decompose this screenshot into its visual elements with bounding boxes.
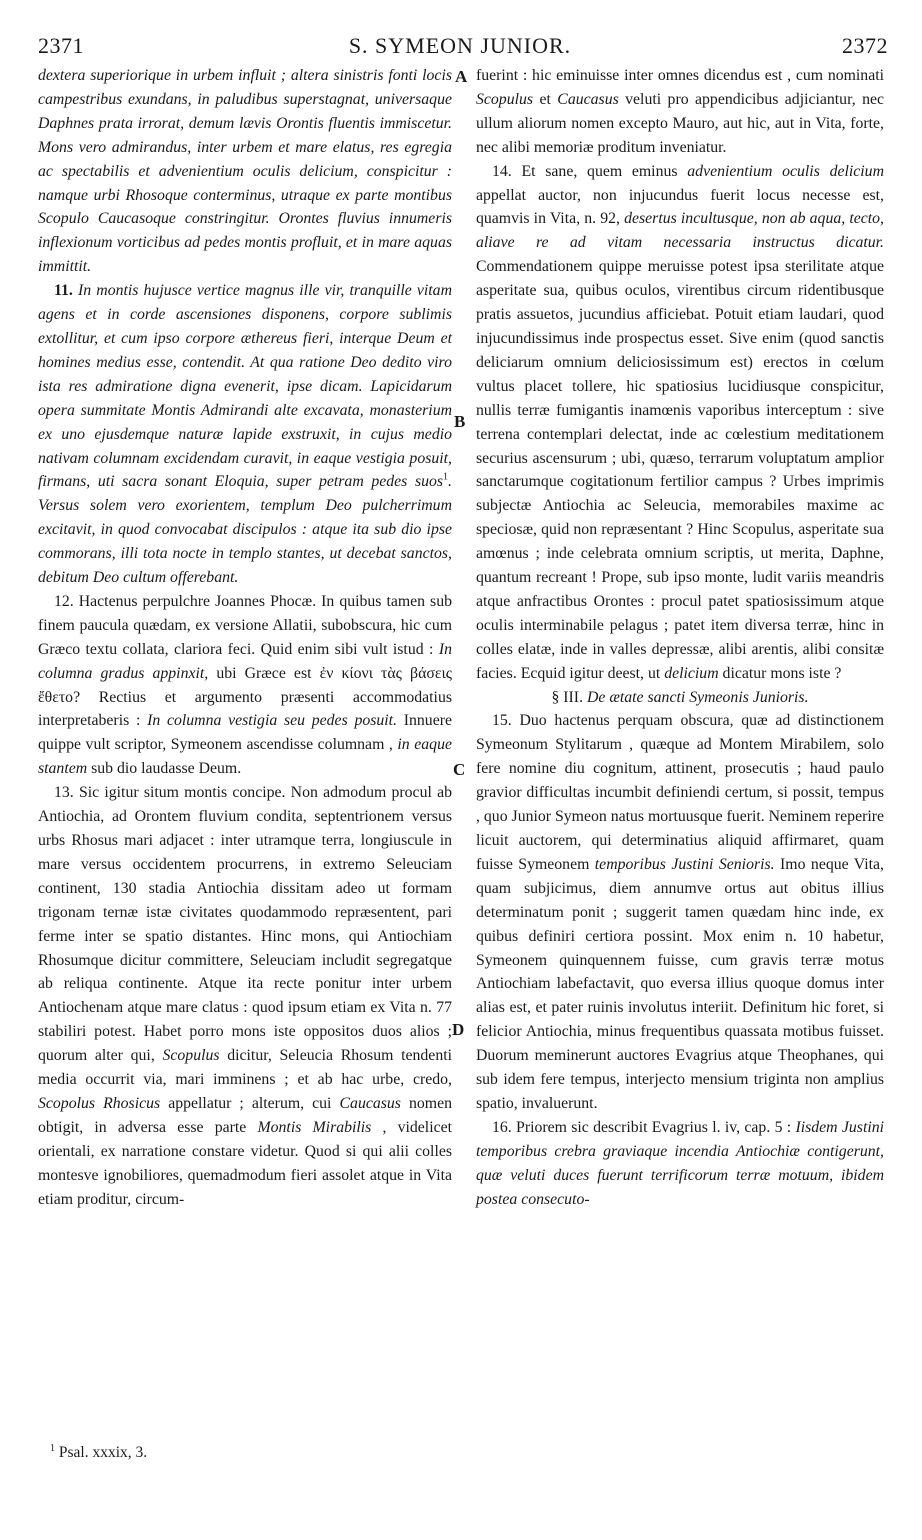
paragraph-text: nomen obtigit, in adversa esse parte [38, 1094, 453, 1136]
paragraph-text: fuerint : hic eminuisse inter omnes dicendus est , cum nominati [476, 67, 884, 84]
paragraph-13 [38, 781, 452, 1211]
footnote [50, 1442, 147, 1464]
paragraph-text: appellat auctor, non injucundus fuerit locus necesse est, quamvis in Vita, n. 92, [476, 186, 884, 228]
paragraph-text: Caucasus [557, 90, 619, 108]
paragraph-16 [476, 1116, 884, 1212]
paragraph-text: dicatur mons iste ? [718, 664, 842, 682]
paragraph-text: ubi Græce est ἐν κίονι τὰς βάσεις ἔθετο? Rectius et argumento præsenti accommodatius interpretaberis : [38, 664, 452, 730]
paragraph-text: appellatur ; alterum, cui [160, 1094, 340, 1112]
paragraph-text: Scopulus [476, 90, 534, 108]
paragraph-11 [38, 279, 452, 590]
paragraph-continuation [476, 64, 884, 160]
section-title: De ætate sancti Symeonis Junioris. [586, 688, 809, 706]
paragraph-text: temporibus Justini Senioris. [594, 855, 775, 873]
left-column [38, 64, 452, 1212]
section-heading [476, 686, 884, 710]
margin-marker-a: A [455, 67, 468, 86]
paragraph-14 [476, 160, 884, 686]
paragraph-text: Caucasus [339, 1094, 401, 1112]
paragraph-text: desertus incultusque, non ab aqua, tecto, aliave re ad vitam necessaria instructus dicatur. [476, 210, 884, 252]
page-header [32, 32, 888, 60]
paragraph-text: delicium [664, 664, 719, 682]
paragraph-text: Scopulus [162, 1047, 220, 1065]
paragraph-text: Innuere quippe vult scriptor, Symeonem ascendisse columnam , [38, 712, 452, 754]
margin-marker-d: D [452, 1020, 465, 1039]
paragraph-text: , videlicet orientali, ex narratione constare videtur. Quod si qui alii colles montesve ignobiliores, quemadmodum fieri assolet atque in Vita etiam proditur, circum- [38, 1118, 452, 1208]
paragraph-text: veluti pro appendicibus adjiciantur, nec ullum aliorum nomen excepto Mauro, aut hic, aut in Vita, forte, nec alibi memoriæ proditum inveniatur. [476, 90, 884, 156]
paragraph-text: Iisdem Justini temporibus crebra graviaque incendia Antiochiæ contigerunt, quæ veluti duces fuerunt terrificorum terræ motuum, ibidem postea consecuto- [476, 1118, 885, 1208]
paragraph-text: In columna gradus appinxit, [38, 640, 452, 682]
paragraph-text: 15. Duo hactenus perquam obscura, quæ ad distinctionem Symeonum Stylitarum , quæque ad Montem Mirabilem, solo fere nomine diu cognitum, attinent, prosecutis ; haud paulo gravior difficultas incumbit definiendi certum, si possit, tempus , quo Junior Symeon natus mortuusque fuerit. Neminem reperire licuit auctorem, qui determinatius aliquid affirmaret, quam fuisse Symeonem [476, 712, 884, 873]
paragraph-number: 11. [54, 282, 73, 300]
paragraph-text: . Versus solem vero exorientem, templum Deo pulcherrimum excitavit, in quod convocabat discipulos : atque ita sub dio ipse commorans, illi tota nocte in templo stantes, ut decebat sanctos, debitum Deo cultum offerebant. [38, 473, 452, 587]
paragraph-text: et [533, 90, 558, 108]
paragraph-text: dicitur, Seleucia Rhosum tendenti media occurrit via, mari imminens ; et ab hac urbe, credo, [38, 1047, 452, 1089]
paragraph-text: Scopolus Rhosicus [38, 1094, 161, 1112]
paragraph-text: In montis hujusce vertice magnus ille vir, tranquille vitam agens et in corde ascensiones disponens, corpore sublimis extollitur, et cum ipso corpore æthereus fieri, interque Deum et homines medius esse, contendit. At qua ratione Deo dedito viro ista res admiratione digna evenerit, ipse dicam. Lapicidarum opera summitate Montis Admirandi alte excavata, monasterium ex uno ejusdemque naturæ lapide exstruxit, in cujus medio nativam columnam excidendam curavit, in eaque vestigia posuit, firmans, uti sacra sonant Eloquia, super petram pedes suos [38, 282, 452, 491]
footnote-ref: 1 [443, 472, 449, 484]
page-number-left: 2371 [38, 33, 84, 58]
paragraph-text: advenientium oculis delicium [687, 162, 884, 180]
paragraph-text: 12. Hactenus perpulchre Joannes Phocæ. In quibus tamen sub finem paucula quædam, ex versione Allatii, subobscura, hic cum Græco textu collata, clariora feci. Quid enim sibi vult istud : [38, 592, 452, 658]
footnote-text: Psal. xxxix, 3. [55, 1444, 148, 1461]
paragraph-text: Imo neque Vita, quam subjicimus, diem annumve ortus aut obitus illius determinatum ponit ; suggerit tamen quædam hinc inde, ex quibus definiri certiora possint. Mox enim n. 10 habetur, Symeonem quinquennem fuisse, cum gravis terræ motus Antiochiam labefactavit, quo eversa illius quoque domus inter alias est, et pater ruinis involutus interiit. Definitum hic foret, si felicior Antiochia, minus frequentibus quassata motibus fuisset. Duorum meminerunt auctores Evagrius atque Theophanes, qui sub idem fere tempus, interjecto mensium triginta non amplius spatio, invaluerunt. [476, 855, 884, 1112]
paragraph-text: In columna vestigia seu pedes posuit. [147, 712, 398, 730]
section-number: § III. [551, 688, 587, 706]
margin-marker-b: B [454, 412, 466, 431]
paragraph-text: 13. Sic igitur situm montis concipe. Non admodum procul ab Antiochia, ad Orontem fluvium condita, septentrionem versus urbs Rhosus mari adjacet : inter utramque terra, longiuscule in mare versus occidentem procurrens, in extremo Seleuciam continent, 130 stadia Antiochia dissitam adeo ut formam trigonam ternæ istæ civitates quodammodo repræsentent, pari ferme inter se spatio distantes. Hinc mons, qui Antiochiam Rhosumque dicitur committere, Seleuciam includit segregatque ab reliqua continente. Atque ita recte ponitur inter urbem Antiochenam atque mare clatus : quod ipsum etiam ex Vita n. 77 stabiliri potest. Habet porro mons iste oppositos duos alios ; quorum alter qui, [38, 784, 452, 1065]
paragraph-text: sub dio laudasse Deum. [87, 760, 242, 778]
paragraph-text: Montis Mirabilis [257, 1118, 372, 1136]
paragraph-text: 16. Priorem sic describit Evagrius l. iv, cap. 5 : [492, 1118, 796, 1136]
paragraph-15 [476, 709, 884, 1115]
right-column [476, 64, 884, 1212]
page-number-right: 2372 [842, 33, 888, 58]
paragraph-text: 14. Et sane, quem eminus [492, 162, 688, 180]
paragraph-text: Commendationem quippe meruisse potest ipsa sterilitate atque asperitate sua, quibus oculos, virentibus circum ridentibusque pratis assuetos, jucundius afficiebat. Potuit etiam laudari, quod injucundissimus inde prospectus esset. Sive enim (quod sanctis deliciarum omnium deliciosissimum est) erectos in cœlum vultus placet tollere, hic spatiosius lucidiusque conspicitur, nullis terræ fumigantis inamœnis vaporibus interceptum : sive terrena contemplari delectat, inde ac cœlestium meditationem securius ascensurum ; ubi, quæso, terrarum voluptatum amplior sanctarumque cogitationum fertilior campus ? Urbes imprimis subjectæ Antiochia ac Seleucia, memorabiles maxime ac speciosæ, quid non repræsentant ? Hinc Scopulus, asperitate sua amœnus ; inde celebrata omnium scriptis, ut merita, Daphne, quantum recreant ! Prope, sub ipso monte, ludit variis meandris atque anfractibus Orontes : procul patet spatiosissimum atque oculis interminabile pelagus ; patet item diversa terræ, hinc in colles elatæ, inde in valles depressæ, alibi arentis, alibi consitæ facies. Ecquid igitur deest, ut [476, 258, 884, 682]
footnote-number: 1 [50, 1442, 55, 1454]
running-title: S. SYMEON JUNIOR. [348, 33, 572, 58]
margin-marker-c: C [453, 760, 466, 779]
paragraph-12 [38, 590, 452, 781]
paragraph-continuation: dextera superiorique in urbem influit ; altera sinistris fonti locis campestribus exundans, in paludibus superstagnat, universaque Daphnes prata irrorat, demum lævis Orontis fluentis immiscetur. Mons vero admirandus, inter urbem et mare elatus, res egregia ac spectabilis et advenientium oculis delicium, conspicitur : namque urbi Rhosoque conterminus, utraque ex parte montibus Scopulo Caucasoque constringitur. Orontes fluvius innumeris inflexionum vorticibus ad pedes montis profluit, et in mare aquas immittit. [38, 67, 452, 276]
paragraph-text: in eaque stantem [38, 736, 452, 778]
